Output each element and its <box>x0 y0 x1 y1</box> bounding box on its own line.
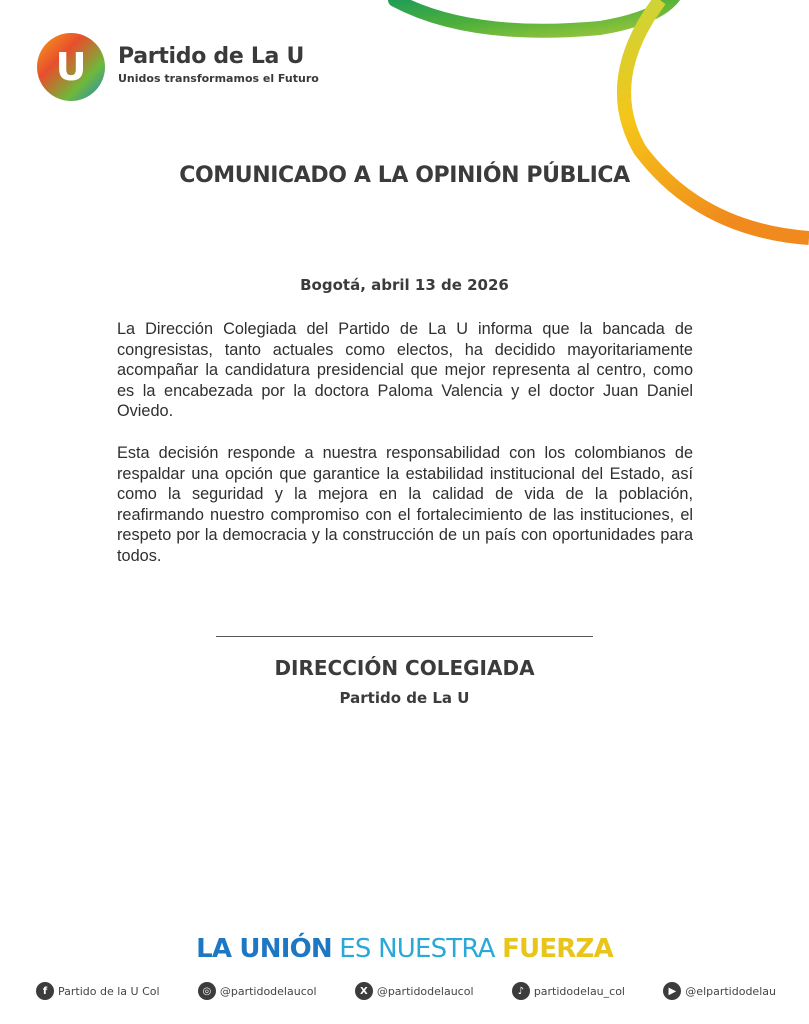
footer-slogan <box>0 934 809 964</box>
dateline: Bogotá, abril 13 de 2026 <box>300 276 509 294</box>
signature-line <box>216 636 593 637</box>
social-links <box>36 980 776 1002</box>
social-label: Partido de la U Col <box>58 984 160 998</box>
body-paragraph: La Dirección Colegiada del Partido de La U informa que la bancada de congresistas, tanto actuales como electos, ha decidido mayoritariamente acompañar la candidatura presidencial que mejor representa al centro, como es la encabezada por la doctora Paloma Valencia y el doctor Juan Daniel Oviedo. <box>117 320 693 420</box>
social-label: @partidodelaucol <box>376 984 474 998</box>
social-tiktok[interactable] <box>512 982 625 1000</box>
youtube-icon: ▶ <box>663 982 681 1000</box>
decorative-ribbon <box>0 0 809 260</box>
social-youtube[interactable] <box>663 982 776 1000</box>
tiktok-icon: ♪ <box>512 982 530 1000</box>
instagram-icon: ◎ <box>198 982 216 1000</box>
logo-letter: U <box>55 45 87 89</box>
social-label: partidodelau_col <box>533 984 625 998</box>
brand-tagline: Unidos transformamos el Futuro <box>118 72 319 85</box>
social-instagram[interactable] <box>198 982 317 1000</box>
body-paragraph: Esta decisión responde a nuestra responsabilidad con los colombianos de respaldar una opción que garantice la estabilidad institucional del Estado, así como la seguridad y la mejora en la calidad de vida de la población, reafirmando nuestro compromiso con el fortalecimiento de las instituciones, el respeto por la democracia y la construcción de un país con oportunidades para todos. <box>117 444 693 565</box>
brand-block <box>118 44 319 85</box>
brand-name: Partido de La U <box>118 44 305 69</box>
social-facebook[interactable] <box>36 982 160 1000</box>
social-x[interactable] <box>355 982 474 1000</box>
slogan-part-2: ES NUESTRA <box>339 934 495 964</box>
x-icon: X <box>355 982 373 1000</box>
facebook-icon: f <box>36 982 54 1000</box>
slogan-part-3: FUERZA <box>502 934 613 964</box>
social-label: @elpartidodelau <box>685 984 776 998</box>
slogan-part-1: LA UNIÓN <box>196 934 332 964</box>
party-logo <box>36 32 106 102</box>
social-label: @partidodelaucol <box>219 984 317 998</box>
document-title: COMUNICADO A LA OPINIÓN PÚBLICA <box>179 163 630 188</box>
signature-title: DIRECCIÓN COLEGIADA <box>274 656 535 680</box>
signature-subtitle: Partido de La U <box>339 689 470 707</box>
